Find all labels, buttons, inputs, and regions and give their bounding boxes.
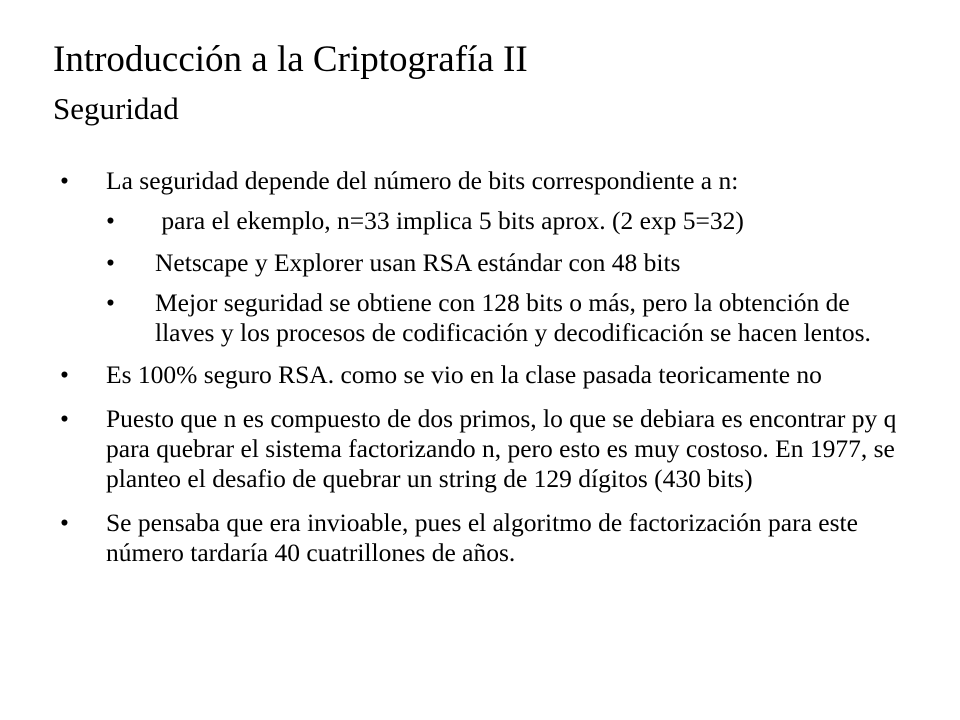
sub-bullet-item [0, 248, 915, 278]
bullet-item [0, 508, 936, 568]
bullet-marker: • [106, 206, 115, 235]
bullet-marker: • [60, 360, 69, 389]
bullet-text: Netscape y Explorer usan RSA estándar con 48 bits [155, 248, 681, 277]
sub-bullet-item [0, 206, 915, 236]
slide-title: Introducción a la Criptografía II [53, 39, 528, 80]
bullet-marker: • [106, 288, 115, 317]
slide-subtitle: Seguridad [53, 91, 179, 126]
bullet-text: Mejor seguridad se obtiene con 128 bits o más, pero la obtención de llaves y los procesos de codificación y decodificación se hacen lentos. [155, 288, 871, 347]
bullet-marker: • [60, 404, 69, 433]
sub-bullet-item [0, 288, 915, 348]
bullet-text: para el ekemplo, n=33 implica 5 bits aprox. (2 exp 5=32) [155, 206, 744, 235]
bullet-item [0, 404, 936, 494]
bullet-item [0, 360, 936, 390]
bullet-list [0, 166, 960, 568]
bullet-marker: • [60, 166, 69, 195]
bullet-text: Es 100% seguro RSA. como se vio en la clase pasada teoricamente no [106, 360, 822, 389]
bullet-marker: • [60, 508, 69, 537]
bullet-text: La seguridad depende del número de bits correspondiente a n: [106, 166, 739, 195]
bullet-text: Se pensaba que era invioable, pues el algoritmo de factorización para este número tardaría 40 cuatrillones de años. [106, 508, 858, 567]
bullet-marker: • [106, 248, 115, 277]
bullet-text: Puesto que n es compuesto de dos primos, lo que se debiara es encontrar py q para quebrar el sistema factorizando n, pero esto es muy costoso. En 1977, se planteo el desafio de quebrar un string de 129 dígitos (430 bits) [106, 404, 897, 493]
bullet-item [0, 166, 936, 196]
